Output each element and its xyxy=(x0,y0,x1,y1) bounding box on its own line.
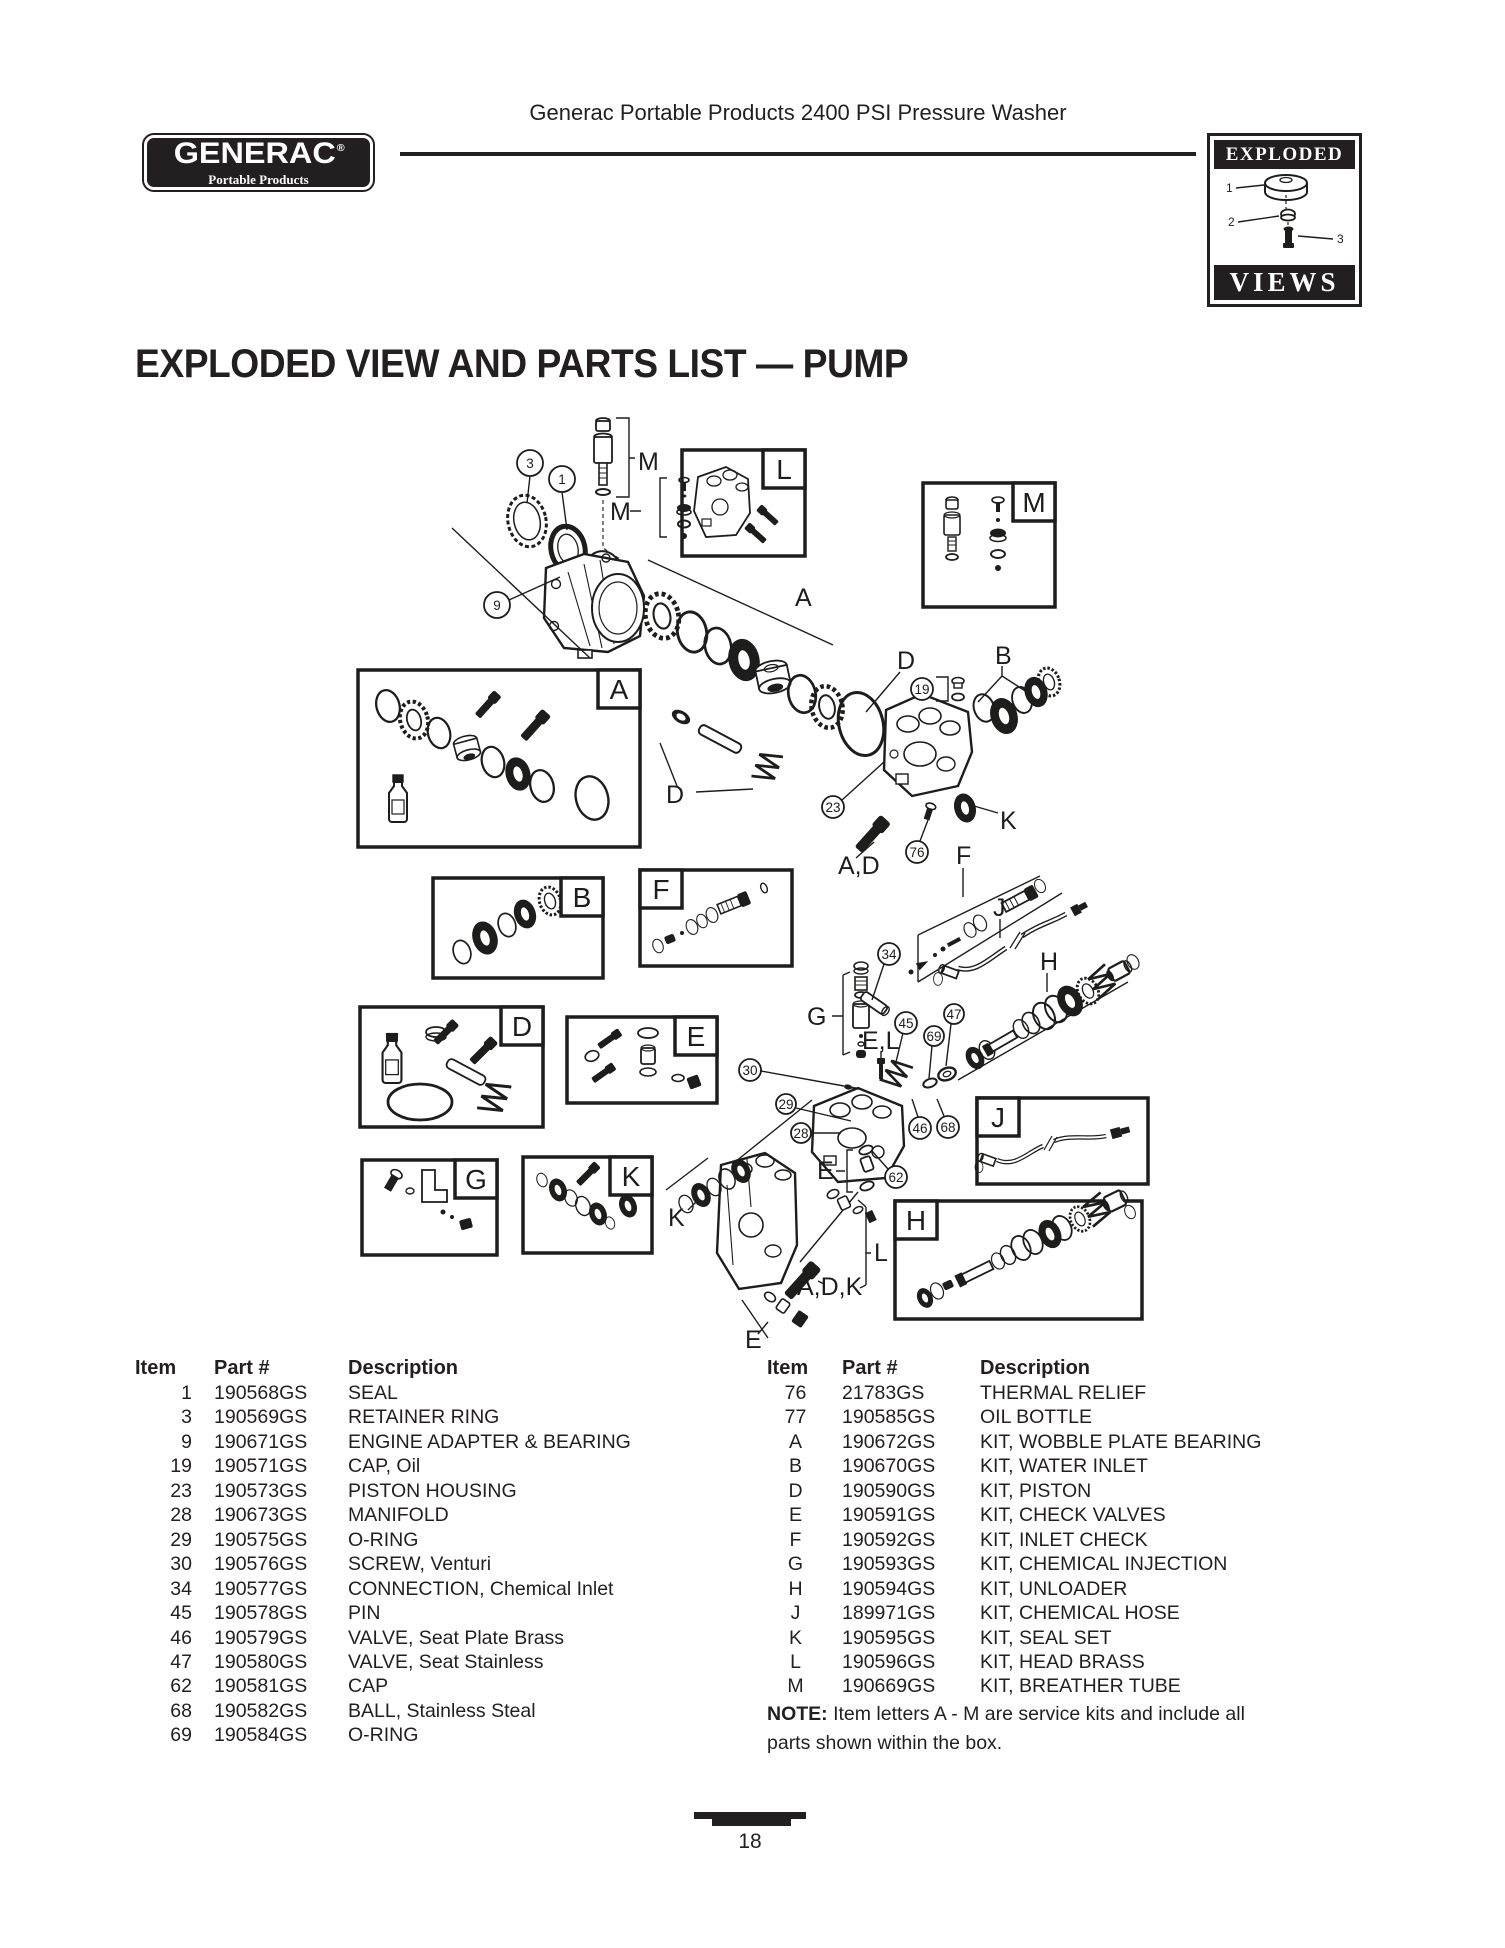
table-row xyxy=(135,1528,768,1552)
part-number-cell: 190580GS xyxy=(214,1650,308,1673)
svg-text:47: 47 xyxy=(946,1006,962,1022)
svg-text:76: 76 xyxy=(909,844,925,860)
parts-table-right xyxy=(767,1356,1400,1699)
description-cell: KIT, CHEMICAL HOSE xyxy=(980,1602,1180,1625)
kit-box-M xyxy=(923,483,1055,607)
thermal-relief-drawing xyxy=(922,802,937,821)
kit-letter-label-A,D,K: A,D,K xyxy=(797,1273,863,1301)
col-header-description: Description xyxy=(980,1357,1091,1379)
item-cell: 23 xyxy=(170,1479,192,1502)
description-cell: KIT, INLET CHECK xyxy=(980,1528,1148,1551)
table-row xyxy=(135,1552,768,1576)
part-number-cell: 190673GS xyxy=(214,1504,308,1527)
item-cell: 47 xyxy=(170,1650,192,1673)
item-callout-19 xyxy=(911,678,933,700)
table-row xyxy=(767,1503,1400,1527)
item-callout-30 xyxy=(739,1059,761,1081)
part-number-cell: 190579GS xyxy=(214,1626,308,1649)
table-row xyxy=(767,1381,1400,1405)
wobble-plate-chain-drawing xyxy=(641,560,890,760)
svg-text:9: 9 xyxy=(493,597,501,613)
description-cell: VALVE, Seat Plate Brass xyxy=(348,1626,565,1649)
table-row xyxy=(767,1674,1400,1698)
part-number-cell: 190672GS xyxy=(842,1430,936,1453)
table-row xyxy=(767,1577,1400,1601)
kit-letter-label-G: G xyxy=(807,1003,827,1031)
footer-bar-small xyxy=(712,1819,791,1826)
description-cell: ENGINE ADAPTER & BEARING xyxy=(348,1430,631,1453)
table-row xyxy=(767,1430,1400,1454)
kit-letter-label-D: D xyxy=(897,647,916,675)
item-callout-62 xyxy=(885,1166,907,1188)
breather-tube-drawing xyxy=(594,418,635,563)
footer-bar xyxy=(694,1812,806,1819)
col-header-part: Part # xyxy=(842,1357,898,1379)
description-cell: KIT, HEAD BRASS xyxy=(980,1650,1145,1673)
item-cell: 69 xyxy=(170,1724,192,1747)
table-row xyxy=(135,1626,768,1650)
part-number-cell: 190595GS xyxy=(842,1626,936,1649)
part-number-cell: 190575GS xyxy=(214,1528,308,1551)
svg-text:68: 68 xyxy=(940,1119,956,1135)
kit-letter-label-K: K xyxy=(1000,807,1017,835)
page-number: 18 xyxy=(738,1830,762,1853)
svg-text:23: 23 xyxy=(825,799,841,815)
item-cell: 68 xyxy=(170,1699,192,1722)
document-header-title: Generac Portable Products 2400 PSI Pressure Washer xyxy=(529,100,1067,125)
part-number-cell: 190584GS xyxy=(214,1724,308,1747)
description-cell: KIT, BREATHER TUBE xyxy=(980,1675,1181,1698)
description-cell: KIT, CHECK VALVES xyxy=(980,1504,1166,1527)
item-callout-34 xyxy=(878,943,900,965)
kit-letter-label-H: H xyxy=(1040,948,1059,976)
note-text: Item letters A - M are service kits and include all parts shown within the box. xyxy=(767,1703,1245,1754)
kit-box-F xyxy=(640,870,792,966)
part-number-cell: 190590GS xyxy=(842,1479,936,1502)
description-cell: VALVE, Seat Stainless xyxy=(348,1650,544,1673)
table-row xyxy=(135,1479,768,1503)
table-row xyxy=(135,1430,768,1454)
kit-letter-label-F: F xyxy=(956,842,972,870)
item-cell: K xyxy=(788,1626,802,1649)
description-cell: SCREW, Venturi xyxy=(348,1553,492,1576)
pump-head-drawing xyxy=(717,1153,797,1289)
kit-box-letter: K xyxy=(621,1161,641,1192)
table-row xyxy=(767,1405,1400,1429)
badge-callout-1: 1 xyxy=(1226,181,1233,195)
kit-box-letter: A xyxy=(609,674,629,705)
item-cell: 45 xyxy=(170,1602,192,1625)
part-number-cell: 190571GS xyxy=(214,1455,308,1478)
description-cell: CAP xyxy=(348,1675,389,1698)
col-header-part: Part # xyxy=(214,1357,270,1379)
table-row xyxy=(135,1650,768,1674)
table-row xyxy=(767,1601,1400,1625)
svg-text:29: 29 xyxy=(778,1096,794,1112)
table-row xyxy=(767,1454,1400,1478)
kit-box-letter: B xyxy=(572,882,592,913)
kit-box-letter: G xyxy=(465,1164,487,1195)
svg-text:19: 19 xyxy=(914,681,930,697)
table-row xyxy=(767,1626,1400,1650)
description-cell: PISTON HOUSING xyxy=(348,1479,517,1502)
badge-callout-2: 2 xyxy=(1228,215,1235,229)
table-header-row xyxy=(767,1356,1400,1381)
item-cell: D xyxy=(788,1479,803,1502)
table-row xyxy=(135,1454,768,1478)
item-callout-69 xyxy=(924,1026,944,1046)
part-number-cell: 189971GS xyxy=(842,1602,936,1625)
col-header-item: Item xyxy=(767,1357,809,1379)
description-cell: CAP, Oil xyxy=(348,1455,421,1478)
item-cell: 1 xyxy=(181,1382,192,1404)
description-cell: THERMAL RELIEF xyxy=(980,1382,1147,1404)
item-callout-1 xyxy=(549,466,575,492)
part-number-cell: 190578GS xyxy=(214,1602,308,1625)
svg-text:1: 1 xyxy=(558,471,566,487)
table-row xyxy=(135,1577,768,1601)
part-number-cell: 190670GS xyxy=(842,1455,936,1478)
table-row xyxy=(135,1601,768,1625)
badge-callout-3: 3 xyxy=(1337,232,1344,246)
svg-text:28: 28 xyxy=(793,1125,809,1141)
item-callout-9 xyxy=(484,592,510,618)
table-row xyxy=(135,1723,768,1747)
item-callout-47 xyxy=(944,1004,964,1024)
kit-box-B xyxy=(433,878,603,978)
col-header-item: Item xyxy=(135,1357,177,1379)
part-number-cell: 190569GS xyxy=(214,1406,308,1429)
col-header-description: Description xyxy=(348,1357,459,1379)
svg-text:34: 34 xyxy=(881,946,897,962)
kit-box-letter: D xyxy=(511,1011,533,1042)
item-callout-76 xyxy=(906,841,928,863)
part-number-cell: 190585GS xyxy=(842,1406,936,1429)
item-cell: L xyxy=(790,1650,801,1673)
table-row xyxy=(135,1405,768,1429)
piston-housing-drawing xyxy=(884,694,972,796)
item-cell: 30 xyxy=(170,1553,192,1576)
item-callout-28 xyxy=(791,1123,811,1143)
part-number-cell: 190671GS xyxy=(214,1430,308,1453)
part-number-cell: 190592GS xyxy=(842,1528,936,1551)
kit-box-letter: H xyxy=(905,1205,927,1236)
kit-box-J xyxy=(977,1098,1148,1184)
table-row xyxy=(135,1699,768,1723)
kit-box-letter: L xyxy=(776,454,792,485)
item-cell: 9 xyxy=(181,1430,192,1453)
part-number-cell: 190581GS xyxy=(214,1675,308,1698)
kit-letter-label-E,L: E,L xyxy=(862,1027,900,1055)
badge-bottom-banner: VIEWS xyxy=(1214,265,1355,300)
water-inlet-chain-drawing xyxy=(970,665,1063,736)
description-cell: KIT, WATER INLET xyxy=(980,1455,1148,1478)
item-callout-29 xyxy=(776,1094,796,1114)
item-cell: A xyxy=(788,1430,802,1453)
description-cell: RETAINER RING xyxy=(348,1406,500,1429)
table-header-row xyxy=(135,1356,768,1381)
item-callout-68 xyxy=(937,1116,959,1138)
logo-brand-text: GENERAC® xyxy=(173,136,345,170)
note-label: NOTE: xyxy=(767,1703,828,1725)
part-number-cell: 190591GS xyxy=(842,1504,936,1527)
description-cell: O-RING xyxy=(348,1528,419,1551)
item-cell: G xyxy=(787,1553,804,1576)
table-row xyxy=(135,1503,768,1527)
piston-pin-drawing xyxy=(660,707,783,792)
item-callout-3 xyxy=(517,450,543,476)
part-number-cell: 190669GS xyxy=(842,1675,936,1698)
svg-text:45: 45 xyxy=(898,1015,914,1031)
description-cell: KIT, WOBBLE PLATE BEARING xyxy=(980,1430,1262,1453)
part-number-cell: 190573GS xyxy=(214,1479,308,1502)
description-cell: O-RING xyxy=(348,1724,419,1747)
kit-box-letter: F xyxy=(652,874,670,905)
item-cell: E xyxy=(788,1504,802,1527)
kit-letter-label-K: K xyxy=(668,1204,685,1232)
description-cell: SEAL xyxy=(348,1382,398,1404)
kit-box-letter: J xyxy=(991,1102,1005,1133)
table-row xyxy=(767,1528,1400,1552)
item-cell: J xyxy=(790,1602,801,1625)
table-row xyxy=(767,1650,1400,1674)
kit-letter-label-M: M xyxy=(638,448,659,476)
item-cell: 76 xyxy=(784,1382,807,1404)
description-cell: KIT, CHEMICAL INJECTION xyxy=(980,1553,1228,1576)
item-cell: 19 xyxy=(170,1455,192,1478)
kit-letter-label-L: L xyxy=(874,1239,888,1267)
kit-letter-label-E: E xyxy=(745,1326,762,1354)
kit-letter-label-M: M xyxy=(610,498,631,526)
item-cell: 34 xyxy=(170,1577,192,1600)
item-callout-23 xyxy=(822,796,844,818)
svg-text:46: 46 xyxy=(912,1120,928,1136)
svg-text:69: 69 xyxy=(926,1028,942,1044)
part-number-cell: 190568GS xyxy=(214,1382,308,1404)
svg-text:62: 62 xyxy=(888,1169,904,1185)
svg-text:30: 30 xyxy=(742,1062,758,1078)
logo-tagline: Portable Products xyxy=(208,171,309,187)
description-cell: PIN xyxy=(348,1602,381,1625)
item-cell: 46 xyxy=(170,1626,192,1649)
table-row xyxy=(767,1479,1400,1503)
description-cell: CONNECTION, Chemical Inlet xyxy=(348,1577,614,1600)
badge-top-banner: EXPLODED xyxy=(1214,140,1355,169)
part-number-cell: 190582GS xyxy=(214,1699,308,1722)
item-cell: H xyxy=(788,1577,803,1600)
description-cell: KIT, PISTON xyxy=(980,1479,1092,1502)
table-row xyxy=(135,1381,768,1405)
item-cell: M xyxy=(787,1675,804,1698)
description-cell: MANIFOLD xyxy=(348,1504,449,1527)
kit-letter-label-A,D: A,D xyxy=(838,852,880,880)
description-cell: KIT, UNLOADER xyxy=(980,1577,1128,1600)
item-cell: 3 xyxy=(181,1406,192,1429)
item-callout-46 xyxy=(909,1117,931,1139)
kit-letter-label-E: E xyxy=(817,1157,834,1185)
part-number-cell: 190594GS xyxy=(842,1577,936,1600)
part-number-cell: 190593GS xyxy=(842,1553,936,1576)
service-kit-note xyxy=(767,1700,1277,1758)
kit-letter-label-D: D xyxy=(666,781,685,809)
registered-mark: ® xyxy=(336,142,345,154)
parts-table-left xyxy=(135,1356,768,1748)
page-title: EXPLODED VIEW AND PARTS LIST — PUMP xyxy=(135,342,909,386)
item-cell: B xyxy=(788,1455,802,1478)
kit-box-letter: M xyxy=(1022,487,1046,518)
item-cell: 77 xyxy=(784,1406,807,1429)
kit-letter-label-A: A xyxy=(795,584,812,612)
table-row xyxy=(767,1552,1400,1576)
pump-housing-drawing xyxy=(544,554,644,658)
item-cell: 28 xyxy=(170,1504,192,1527)
part-number-cell: 190576GS xyxy=(214,1553,308,1576)
description-cell: BALL, Stainless Steal xyxy=(348,1699,536,1722)
item-cell: F xyxy=(789,1528,802,1551)
table-row xyxy=(135,1674,768,1698)
item-cell: 62 xyxy=(170,1675,192,1698)
kit-letter-label-J: J xyxy=(993,894,1006,922)
part-number-cell: 21783GS xyxy=(842,1382,925,1404)
description-cell: KIT, SEAL SET xyxy=(980,1626,1112,1649)
item-cell: 29 xyxy=(170,1528,192,1551)
oil-cap-drawing xyxy=(936,677,964,701)
part-number-cell: 190596GS xyxy=(842,1650,936,1673)
kit-letter-label-B: B xyxy=(995,642,1012,670)
description-cell: OIL BOTTLE xyxy=(980,1406,1092,1429)
svg-text:3: 3 xyxy=(526,455,534,471)
kit-box-letter: E xyxy=(686,1021,706,1052)
check-valve-loose-parts-drawing xyxy=(877,1056,958,1091)
part-number-cell: 190577GS xyxy=(214,1577,308,1600)
